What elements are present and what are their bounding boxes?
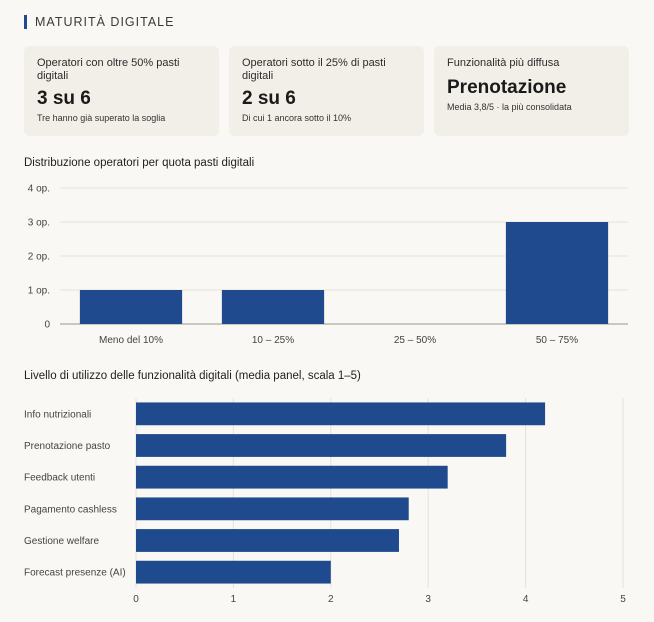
y-category-label: Feedback utenti (24, 472, 96, 484)
x-tick-label: 1 (230, 594, 237, 605)
x-tick-label: 10 – 25% (251, 335, 295, 346)
kpi-card-top-feature (434, 46, 629, 136)
x-tick-label: 5 (620, 594, 626, 605)
section-header (24, 14, 174, 30)
y-category-label: Prenotazione pasto (24, 441, 111, 452)
x-tick-label: Meno del 10% (99, 335, 163, 346)
y-tick-label: 4 op. (27, 183, 50, 195)
chart-title-feature-usage: Livello di utilizzo delle funzionalità digitali (media panel, scala 1–5) (24, 370, 361, 382)
x-tick-label: 25 – 50% (393, 335, 437, 346)
bar (506, 222, 608, 324)
kpi-value: Prenotazione (447, 77, 567, 98)
y-category-label: Forecast presenze (AI) (24, 567, 126, 579)
section-accent-bar (24, 15, 27, 29)
chart-title-distribution: Distribuzione operatori per quota pasti digitali (24, 157, 255, 169)
bar (136, 529, 399, 552)
kpi-label: Operatori con oltre 50% pasti digitali (37, 57, 180, 82)
y-tick-label: 2 op. (27, 251, 50, 263)
x-tick-label: 50 – 75% (535, 335, 579, 346)
kpi-row (24, 46, 630, 136)
kpi-value: 2 su 6 (242, 88, 296, 109)
bar (80, 290, 182, 324)
kpi-card-below-25 (229, 46, 424, 136)
y-category-label: Gestione welfare (24, 536, 100, 547)
y-category-label: Pagamento cashless (24, 504, 117, 516)
bar (136, 434, 506, 457)
y-tick-label: 1 op. (27, 285, 50, 297)
kpi-value: 3 su 6 (37, 88, 91, 109)
kpi-label: Operatori sotto il 25% di pasti digitali (242, 57, 386, 82)
kpi-note: Media 3,8/5 · la più consolidata (447, 102, 572, 112)
bar (136, 402, 545, 425)
x-tick-label: 2 (328, 594, 334, 605)
bar (136, 561, 331, 584)
kpi-label: Funzionalità più diffusa (447, 57, 560, 69)
bar (136, 466, 448, 489)
kpi-note: Di cui 1 ancora sotto il 10% (242, 113, 352, 123)
kpi-note: Tre hanno già superato la soglia (37, 113, 166, 123)
y-tick-label: 0 (44, 319, 50, 331)
kpi-card-above-50 (24, 46, 219, 136)
x-tick-label: 0 (133, 594, 139, 605)
section-title: MATURITÀ DIGITALE (35, 15, 175, 29)
bar (136, 497, 409, 520)
y-tick-label: 3 op. (27, 217, 50, 229)
y-category-label: Info nutrizionali (24, 409, 92, 421)
x-tick-label: 3 (425, 594, 431, 605)
x-tick-label: 4 (522, 594, 529, 605)
feature-usage-bar-chart (0, 392, 654, 622)
distribution-bar-chart (0, 176, 654, 352)
bar (222, 290, 324, 324)
